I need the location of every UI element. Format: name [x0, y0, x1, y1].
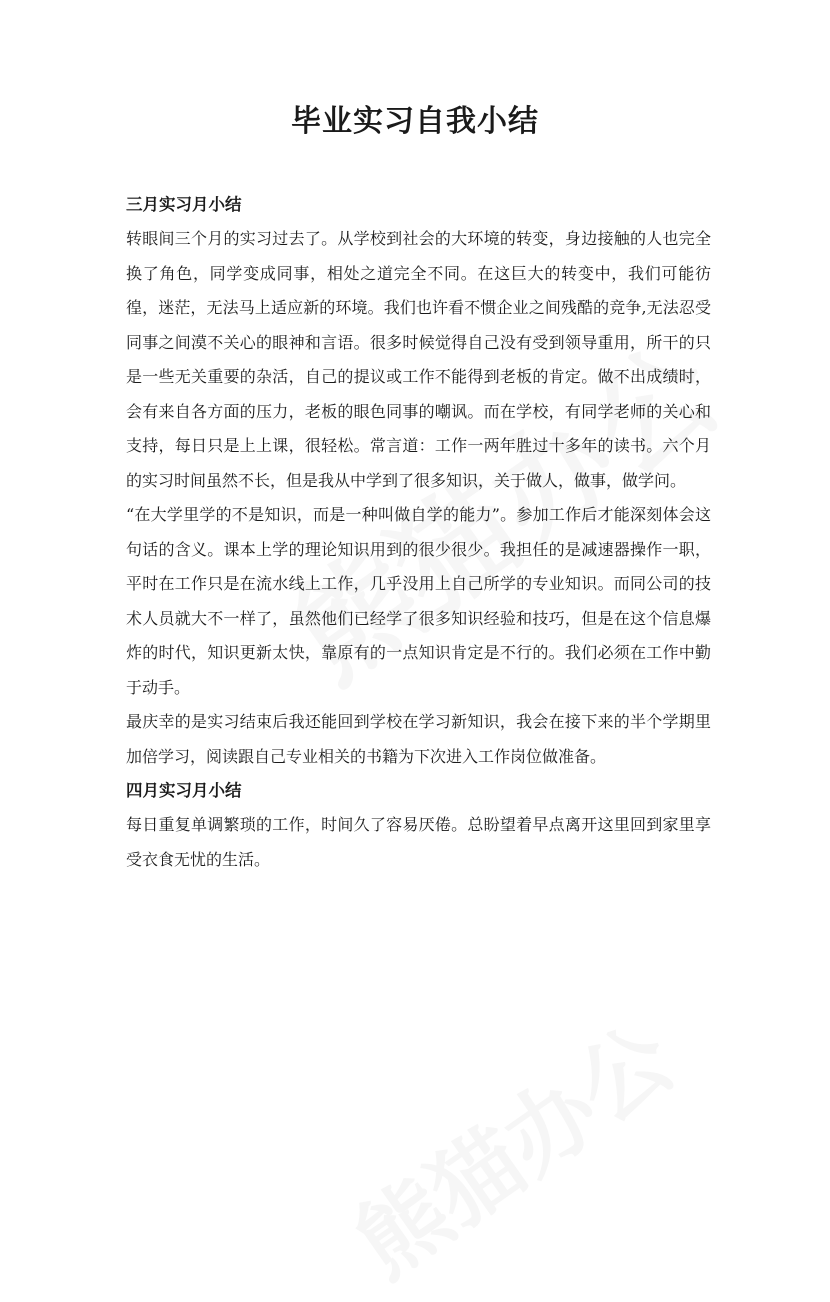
paragraph: “在大学里学的不是知识，而是一种叫做自学的能力”。参加工作后才能深刻体会这句话的含义。课本上学的理论知识用到的很少很少。我担任的是减速器操作一职，平时在工作只是在流水线上工作，几乎没用上自己所学的专业知识。而同公司的技术人员就大不一样了，虽然他们已经学了很多知识经验和技巧，但是在这个信息爆炸的时代，知识更新太快，靠原有的一点知识肯定是不行的。我们必须在工作中勤于动手。 — [126, 505, 711, 697]
section-april — [126, 774, 711, 877]
section-heading: 四月实习月小结 — [126, 781, 242, 800]
paragraph: 最庆幸的是实习结束后我还能回到学校在学习新知识，我会在接下来的半个学期里加倍学习，阅读跟自己专业相关的书籍为下次进入工作岗位做准备。 — [126, 712, 711, 766]
paragraph: 转眼间三个月的实习过去了。从学校到社会的大环境的转变，身边接触的人也完全换了角色，同学变成同事，相处之道完全不同。在这巨大的转变中，我们可能彷徨，迷茫，无法马上适应新的环境。我们也许看不惯企业之间残酷的竞争,无法忍受同事之间漠不关心的眼神和言语。很多时候觉得自己没有受到领导重用，所干的只是一些无关重要的杂活，自己的提议或工作不能得到老板的肯定。做不出成绩时，会有来自各方面的压力，老板的眼色同事的嘲讽。而在学校，有同学老师的关心和支持，每日只是上上课，很轻松。常言道：工作一两年胜过十多年的读书。六个月的实习时间虽然不长，但是我从中学到了很多知识，关于做人，做事，做学问。 — [126, 229, 711, 490]
paragraph: 每日重复单调繁琐的工作，时间久了容易厌倦。总盼望着早点离开这里回到家里享受衣食无忧的生活。 — [126, 815, 711, 869]
document-body — [126, 188, 711, 877]
section-heading: 三月实习月小结 — [126, 195, 242, 214]
section-march — [126, 188, 711, 774]
watermark — [325, 989, 694, 1302]
document-title: 毕业实习自我小结 — [291, 104, 539, 139]
